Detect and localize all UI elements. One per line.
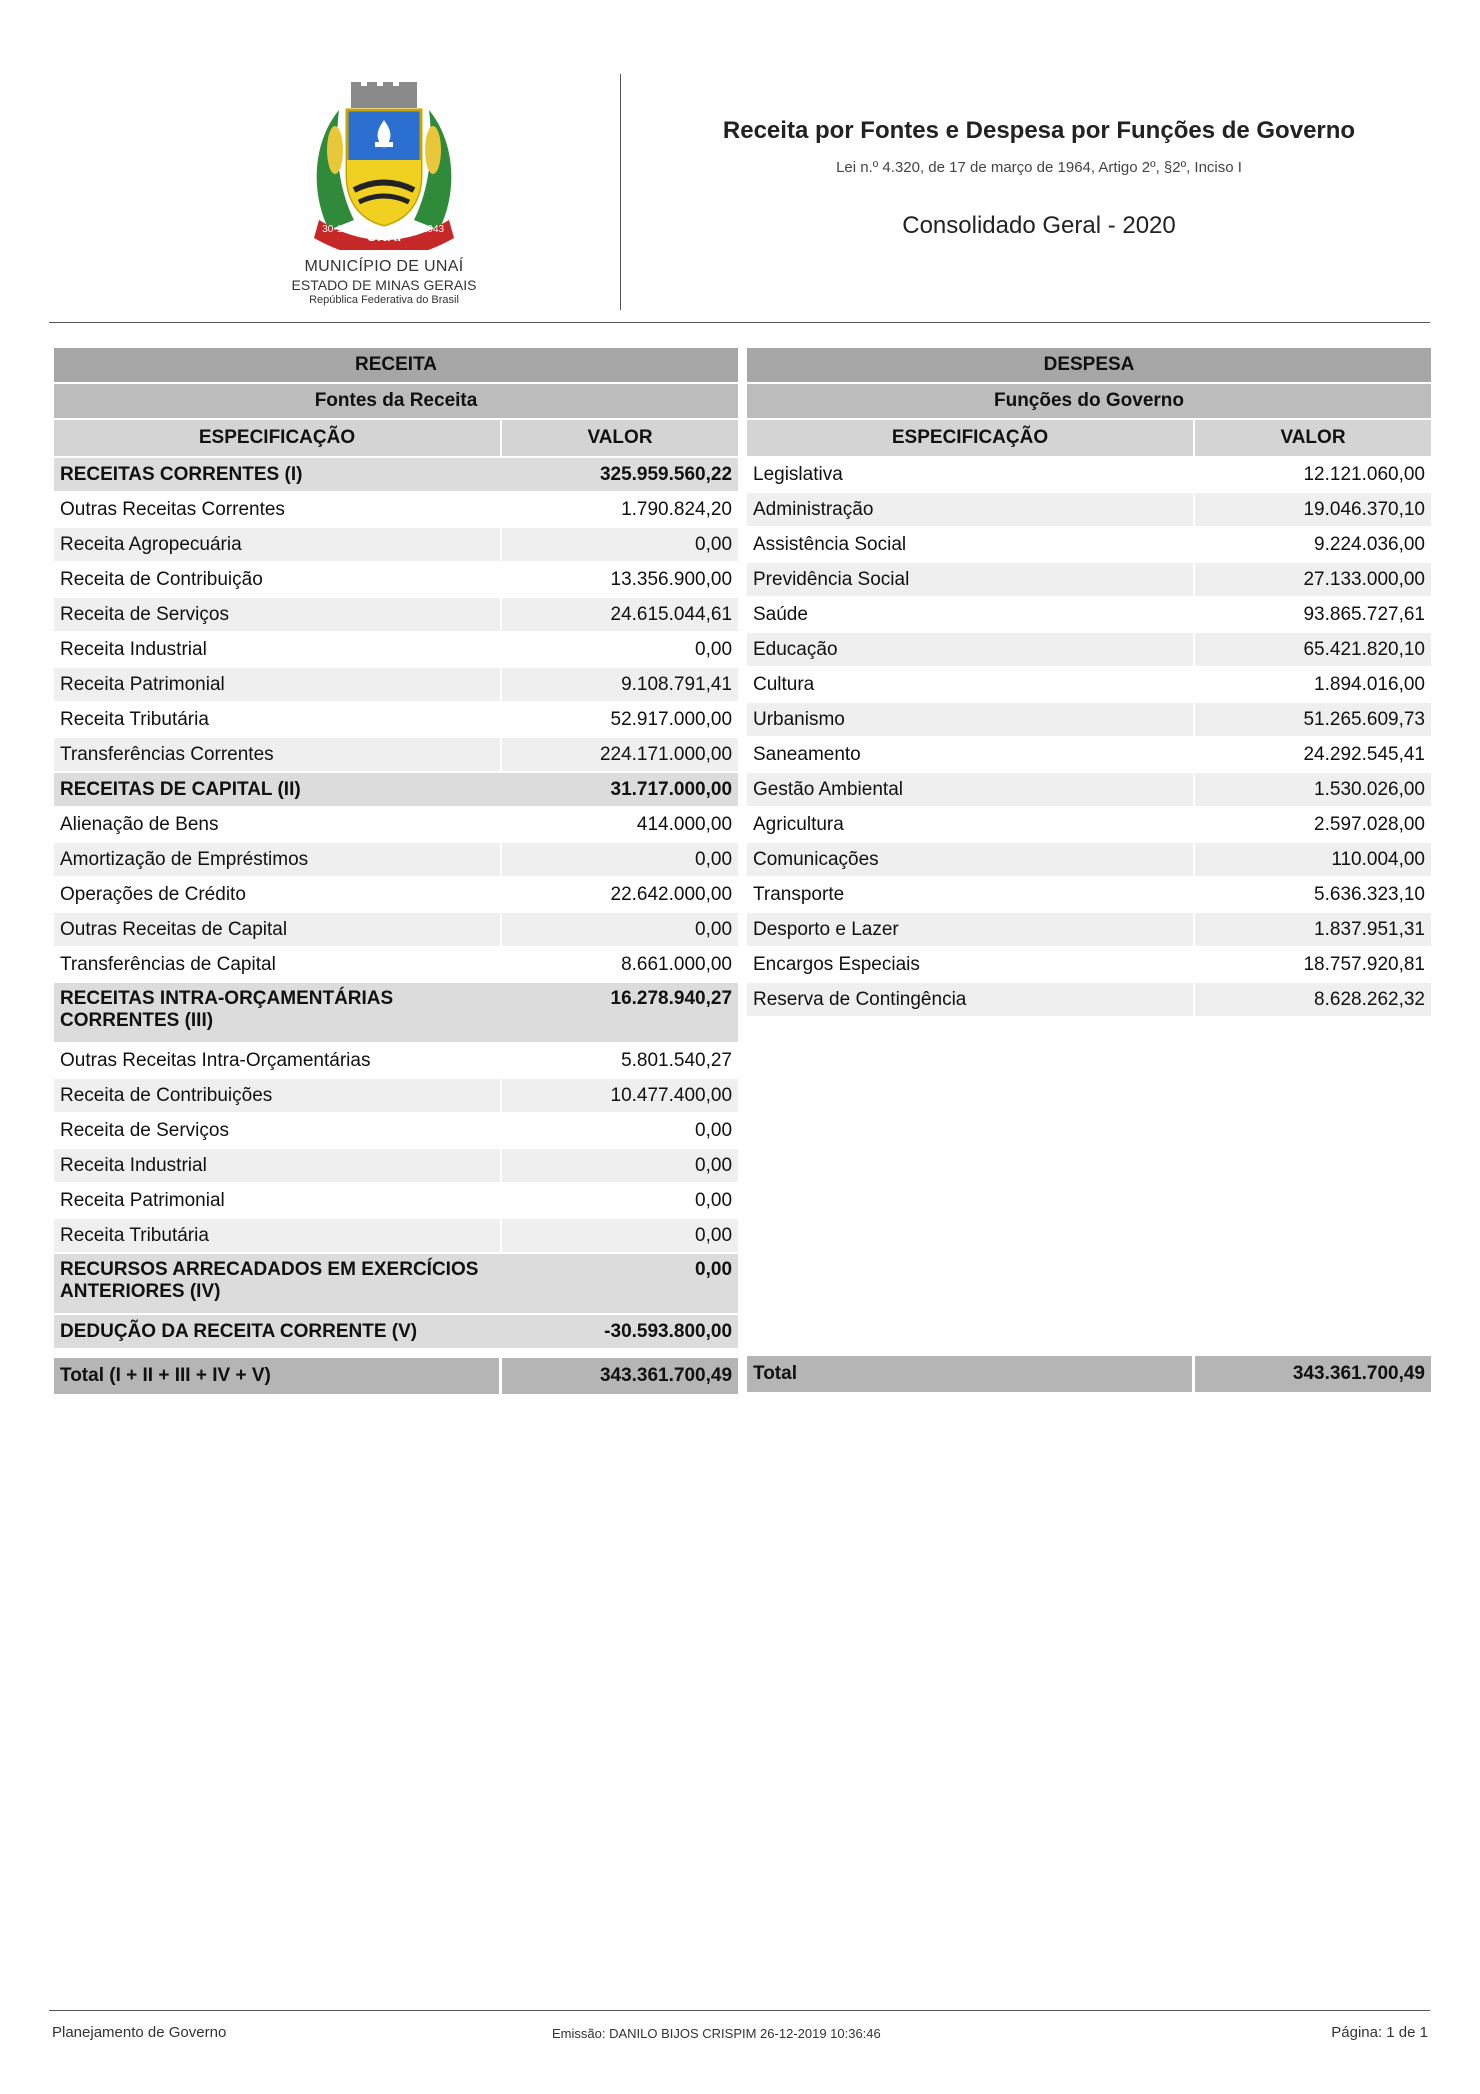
despesa-row: [747, 738, 1431, 773]
receita-row: [54, 528, 738, 563]
receita-col-value: VALOR: [502, 420, 738, 458]
despesa-row: [747, 598, 1431, 633]
receita-row-value: 0,00: [502, 1184, 738, 1219]
despesa-row-value: 8.628.262,32: [1195, 983, 1431, 1018]
despesa-row: [747, 633, 1431, 668]
despesa-row-label: Educação: [747, 633, 1195, 668]
despesa-row: [747, 563, 1431, 598]
receita-row: [54, 738, 738, 773]
receita-row: [54, 1184, 738, 1219]
receita-row: [54, 1254, 738, 1315]
despesa-row-label: Urbanismo: [747, 703, 1195, 738]
receita-row-label: DEDUÇÃO DA RECEITA CORRENTE (V): [54, 1315, 502, 1350]
despesa-row-label: Agricultura: [747, 808, 1195, 843]
despesa-row-label: Previdência Social: [747, 563, 1195, 598]
despesa-row: [747, 703, 1431, 738]
receita-row: [54, 1044, 738, 1079]
receita-row-value: 8.661.000,00: [502, 948, 738, 983]
despesa-row-label: Administração: [747, 493, 1195, 528]
receita-row-label: Outras Receitas Intra-Orçamentárias: [54, 1044, 502, 1079]
report-header: [49, 72, 1430, 322]
footer-rule: [49, 2010, 1430, 2011]
despesa-row-value: 51.265.609,73: [1195, 703, 1431, 738]
receita-row: [54, 493, 738, 528]
despesa-row-label: Saúde: [747, 598, 1195, 633]
receita-row-value: 224.171.000,00: [502, 738, 738, 773]
receita-row: [54, 1149, 738, 1184]
receita-row-value: 0,00: [502, 1254, 738, 1315]
despesa-subtitle: Funções do Governo: [747, 384, 1431, 420]
receita-row: [54, 773, 738, 808]
despesa-row-label: Desporto e Lazer: [747, 913, 1195, 948]
despesa-row-label: Legislativa: [747, 458, 1195, 493]
receita-table: [54, 348, 738, 1394]
despesa-row-label: Gestão Ambiental: [747, 773, 1195, 808]
report-subtitle: Lei n.º 4.320, de 17 de março de 1964, Artigo 2º, §2º, Inciso I: [836, 159, 1242, 176]
receita-row-value: 13.356.900,00: [502, 563, 738, 598]
receita-row-value: 1.790.824,20: [502, 493, 738, 528]
despesa-row: [747, 493, 1431, 528]
blank-cell: [747, 1018, 1431, 1348]
receita-row-value: 0,00: [502, 913, 738, 948]
despesa-row: [747, 528, 1431, 563]
spacer-cell: [747, 1348, 1431, 1356]
despesa-title: DESPESA: [747, 348, 1431, 384]
footer-page: Página: 1 de 1: [1331, 2024, 1428, 2041]
receita-row-value: 0,00: [502, 1149, 738, 1184]
despesa-row: [747, 808, 1431, 843]
receita-row-label: RECURSOS ARRECADADOS EM EXERCÍCIOS ANTERIORES (IV): [54, 1254, 502, 1315]
receita-row-label: Outras Receitas de Capital: [54, 913, 502, 948]
despesa-row-value: 5.636.323,10: [1195, 878, 1431, 913]
despesa-row-value: 12.121.060,00: [1195, 458, 1431, 493]
receita-row: [54, 948, 738, 983]
receita-row: [54, 1315, 738, 1350]
receita-row: [54, 703, 738, 738]
receita-row-label: Receita de Contribuição: [54, 563, 502, 598]
receita-row: [54, 983, 738, 1044]
report-title: Receita por Fontes e Despesa por Funções de Governo: [722, 117, 1356, 144]
receita-row-label: Transferências Correntes: [54, 738, 502, 773]
despesa-row: [747, 668, 1431, 703]
svg-text:30-12: 30-12: [322, 224, 348, 235]
spacer-cell: [54, 1350, 738, 1358]
receita-total-label: Total (I + II + III + IV + V): [54, 1358, 502, 1394]
receita-row: [54, 563, 738, 598]
despesa-row-label: Comunicações: [747, 843, 1195, 878]
svg-text:1943: 1943: [421, 224, 445, 235]
footer-emission: Emissão: DANILO BIJOS CRISPIM 26-12-2019 10:36:46: [552, 2026, 881, 2041]
despesa-total-value: 343.361.700,49: [1195, 1356, 1431, 1392]
receita-title: RECEITA: [54, 348, 738, 384]
despesa-row: [747, 458, 1431, 493]
receita-row: [54, 808, 738, 843]
receita-row: [54, 1114, 738, 1149]
despesa-col-value: VALOR: [1195, 420, 1431, 458]
despesa-row-value: 93.865.727,61: [1195, 598, 1431, 633]
despesa-row-value: 65.421.820,10: [1195, 633, 1431, 668]
despesa-row: [747, 948, 1431, 983]
municipality-name: MUNICÍPIO DE UNAÍ: [304, 258, 464, 275]
receita-row-label: Receita Tributária: [54, 703, 502, 738]
receita-row-value: 5.801.540,27: [502, 1044, 738, 1079]
receita-row-value: 22.642.000,00: [502, 878, 738, 913]
receita-row: [54, 913, 738, 948]
despesa-spacer: [747, 1348, 1431, 1356]
despesa-col-spec: ESPECIFICAÇÃO: [747, 420, 1195, 458]
receita-spacer: [54, 1350, 738, 1358]
title-block: [649, 117, 1429, 240]
despesa-row-label: Saneamento: [747, 738, 1195, 773]
despesa-row: [747, 773, 1431, 808]
receita-row-value: 414.000,00: [502, 808, 738, 843]
despesa-total-row: [747, 1356, 1431, 1392]
despesa-row-value: 1.530.026,00: [1195, 773, 1431, 808]
receita-row: [54, 633, 738, 668]
receita-row-label: RECEITAS DE CAPITAL (II): [54, 773, 502, 808]
republic-name: República Federativa do Brasil: [309, 294, 459, 306]
receita-row: [54, 1219, 738, 1254]
receita-subtitle: Fontes da Receita: [54, 384, 738, 420]
receita-row-value: 0,00: [502, 1219, 738, 1254]
header-divider: [620, 74, 621, 310]
receita-row: [54, 1079, 738, 1114]
despesa-row-value: 18.757.920,81: [1195, 948, 1431, 983]
receita-row-value: 10.477.400,00: [502, 1079, 738, 1114]
receita-row: [54, 878, 738, 913]
receita-row-label: Receita Agropecuária: [54, 528, 502, 563]
receita-row-value: 24.615.044,61: [502, 598, 738, 633]
despesa-row-value: 1.894.016,00: [1195, 668, 1431, 703]
state-name: ESTADO DE MINAS GERAIS: [291, 277, 477, 293]
municipality-block: [219, 80, 549, 310]
receita-row-label: Transferências de Capital: [54, 948, 502, 983]
despesa-row: [747, 983, 1431, 1018]
receita-row-label: Receita Industrial: [54, 1149, 502, 1184]
despesa-total-label: Total: [747, 1356, 1195, 1392]
receita-row: [54, 598, 738, 633]
despesa-row-label: Transporte: [747, 878, 1195, 913]
receita-row-label: Receita Tributária: [54, 1219, 502, 1254]
receita-row-value: -30.593.800,00: [502, 1315, 738, 1350]
receita-row-label: Receita de Contribuições: [54, 1079, 502, 1114]
despesa-row-value: 110.004,00: [1195, 843, 1431, 878]
receita-row-label: Receita de Serviços: [54, 598, 502, 633]
coat-of-arms-icon: [299, 80, 469, 250]
despesa-row: [747, 913, 1431, 948]
header-rule: [49, 322, 1430, 323]
receita-row: [54, 843, 738, 878]
receita-row-label: RECEITAS CORRENTES (I): [54, 458, 502, 493]
receita-row-label: Receita Patrimonial: [54, 1184, 502, 1219]
receita-row-label: Receita Patrimonial: [54, 668, 502, 703]
despesa-table: [747, 348, 1431, 1392]
receita-total-row: [54, 1358, 738, 1394]
receita-row-label: RECEITAS INTRA-ORÇAMENTÁRIAS CORRENTES (III): [54, 983, 502, 1044]
despesa-row-value: 24.292.545,41: [1195, 738, 1431, 773]
receita-total-value: 343.361.700,49: [502, 1358, 738, 1394]
receita-row-value: 9.108.791,41: [502, 668, 738, 703]
receita-row-label: Operações de Crédito: [54, 878, 502, 913]
receita-row-value: 0,00: [502, 1114, 738, 1149]
receita-row-value: 0,00: [502, 633, 738, 668]
despesa-row-label: Assistência Social: [747, 528, 1195, 563]
despesa-row-label: Reserva de Contingência: [747, 983, 1195, 1018]
despesa-row: [747, 878, 1431, 913]
receita-row-value: 0,00: [502, 528, 738, 563]
receita-row: [54, 668, 738, 703]
receita-row-label: Alienação de Bens: [54, 808, 502, 843]
report-period: Consolidado Geral - 2020: [902, 212, 1176, 239]
receita-row-value: 31.717.000,00: [502, 773, 738, 808]
despesa-row-value: 2.597.028,00: [1195, 808, 1431, 843]
receita-row-label: Outras Receitas Correntes: [54, 493, 502, 528]
receita-row-label: Amortização de Empréstimos: [54, 843, 502, 878]
despesa-row-value: 19.046.370,10: [1195, 493, 1431, 528]
svg-text:UNAÍ: UNAÍ: [366, 228, 402, 244]
despesa-row-value: 1.837.951,31: [1195, 913, 1431, 948]
despesa-row-value: 9.224.036,00: [1195, 528, 1431, 563]
receita-row: [54, 458, 738, 493]
receita-row-value: 52.917.000,00: [502, 703, 738, 738]
despesa-row-value: 27.133.000,00: [1195, 563, 1431, 598]
footer-department: Planejamento de Governo: [52, 2024, 227, 2041]
receita-row-value: 0,00: [502, 843, 738, 878]
receita-row-label: Receita Industrial: [54, 633, 502, 668]
despesa-row-label: Encargos Especiais: [747, 948, 1195, 983]
despesa-row-label: Cultura: [747, 668, 1195, 703]
receita-row-label: Receita de Serviços: [54, 1114, 502, 1149]
despesa-blank-area: [747, 1018, 1431, 1348]
receita-row-value: 16.278.940,27: [502, 983, 738, 1044]
receita-col-spec: ESPECIFICAÇÃO: [54, 420, 502, 458]
receita-row-value: 325.959.560,22: [502, 458, 738, 493]
despesa-row: [747, 843, 1431, 878]
